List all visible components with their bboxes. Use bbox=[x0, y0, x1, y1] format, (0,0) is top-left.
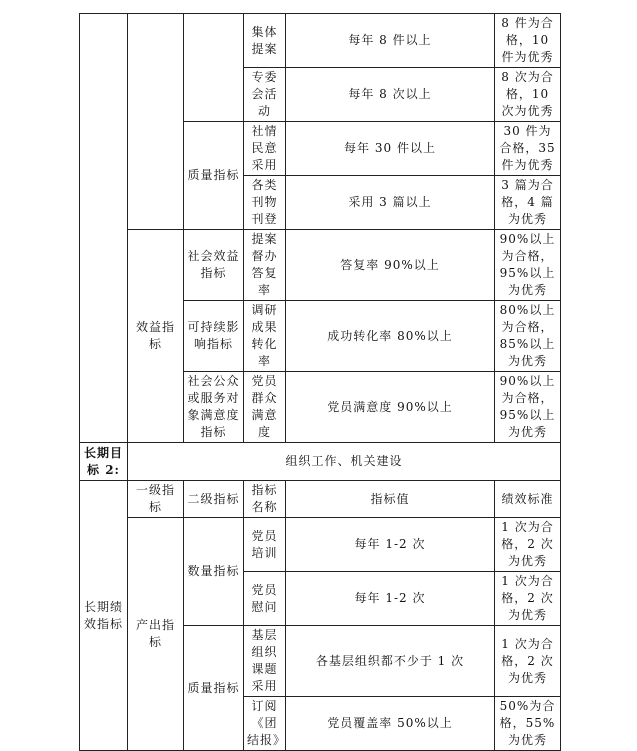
indicator-name: 专委会活动 bbox=[244, 68, 286, 122]
indicator-name: 提案督办答复率 bbox=[244, 230, 286, 301]
goal-label: 长期目标 2: bbox=[80, 443, 128, 481]
indicator-name: 集体提案 bbox=[244, 14, 286, 68]
header-row bbox=[80, 481, 561, 518]
indicator-name: 各类刊物刊登 bbox=[244, 176, 286, 230]
table-row bbox=[80, 14, 561, 68]
indicator-value: 每年 1-2 次 bbox=[286, 518, 495, 572]
header-name: 指标名称 bbox=[244, 481, 286, 518]
goal-row bbox=[80, 443, 561, 481]
performance-standard: 90%以上为合格，95%以上为优秀 bbox=[495, 372, 561, 443]
level2-category: 社会效益指标 bbox=[184, 230, 244, 301]
header-standard: 绩效标准 bbox=[495, 481, 561, 518]
indicator-name: 党员群众满意度 bbox=[244, 372, 286, 443]
indicator-name: 调研成果转化率 bbox=[244, 301, 286, 372]
level2-quality-label: 质量指标 bbox=[184, 626, 244, 751]
performance-table bbox=[79, 13, 561, 751]
indicator-value: 每年 30 件以上 bbox=[286, 122, 495, 176]
level2-cell-empty bbox=[184, 14, 244, 122]
level2-quantity-label: 数量指标 bbox=[184, 518, 244, 626]
level1-output-label: 产出指标 bbox=[128, 518, 184, 751]
level2-category: 社会公众或服务对象满意度指标 bbox=[184, 372, 244, 443]
table-row bbox=[80, 518, 561, 572]
header-value: 指标值 bbox=[286, 481, 495, 518]
indicator-name: 订阅《团结报》 bbox=[244, 697, 286, 751]
performance-standard: 3 篇为合格，4 篇为优秀 bbox=[495, 176, 561, 230]
header-level1: 一级指标 bbox=[128, 481, 184, 518]
level2-category: 可持续影响指标 bbox=[184, 301, 244, 372]
header-level2: 二级指标 bbox=[184, 481, 244, 518]
performance-standard: 30 件为合格，35 件为优秀 bbox=[495, 122, 561, 176]
performance-standard: 50%为合格，55%为优秀 bbox=[495, 697, 561, 751]
goal-text: 组织工作、机关建设 bbox=[128, 443, 561, 481]
performance-standard: 1 次为合格，2 次为优秀 bbox=[495, 572, 561, 626]
indicator-value: 采用 3 篇以上 bbox=[286, 176, 495, 230]
indicator-value: 每年 8 次以上 bbox=[286, 68, 495, 122]
indicator-name: 党员慰问 bbox=[244, 572, 286, 626]
performance-standard: 80%以上为合格，85%以上为优秀 bbox=[495, 301, 561, 372]
category-cell-empty bbox=[80, 14, 128, 443]
indicator-value: 答复率 90%以上 bbox=[286, 230, 495, 301]
level1-cell-empty bbox=[128, 14, 184, 230]
performance-standard: 8 件为合格，10 件为优秀 bbox=[495, 14, 561, 68]
performance-standard: 8 次为合格，10 次为优秀 bbox=[495, 68, 561, 122]
performance-standard: 1 次为合格，2 次为优秀 bbox=[495, 518, 561, 572]
performance-standard: 90%以上为合格，95%以上为优秀 bbox=[495, 230, 561, 301]
indicator-name: 基层组织课题采用 bbox=[244, 626, 286, 697]
level2-quality-label: 质量指标 bbox=[184, 122, 244, 230]
indicator-value: 党员覆盖率 50%以上 bbox=[286, 697, 495, 751]
level1-benefit-label: 效益指标 bbox=[128, 230, 184, 443]
long-term-label: 长期绩效指标 bbox=[80, 481, 128, 751]
indicator-value: 每年 8 件以上 bbox=[286, 14, 495, 68]
indicator-value: 党员满意度 90%以上 bbox=[286, 372, 495, 443]
indicator-value: 成功转化率 80%以上 bbox=[286, 301, 495, 372]
performance-standard: 1 次为合格，2 次为优秀 bbox=[495, 626, 561, 697]
indicator-value: 各基层组织都不少于 1 次 bbox=[286, 626, 495, 697]
indicator-value: 每年 1-2 次 bbox=[286, 572, 495, 626]
table-row bbox=[80, 230, 561, 301]
indicator-name: 社情民意采用 bbox=[244, 122, 286, 176]
indicator-name: 党员培训 bbox=[244, 518, 286, 572]
